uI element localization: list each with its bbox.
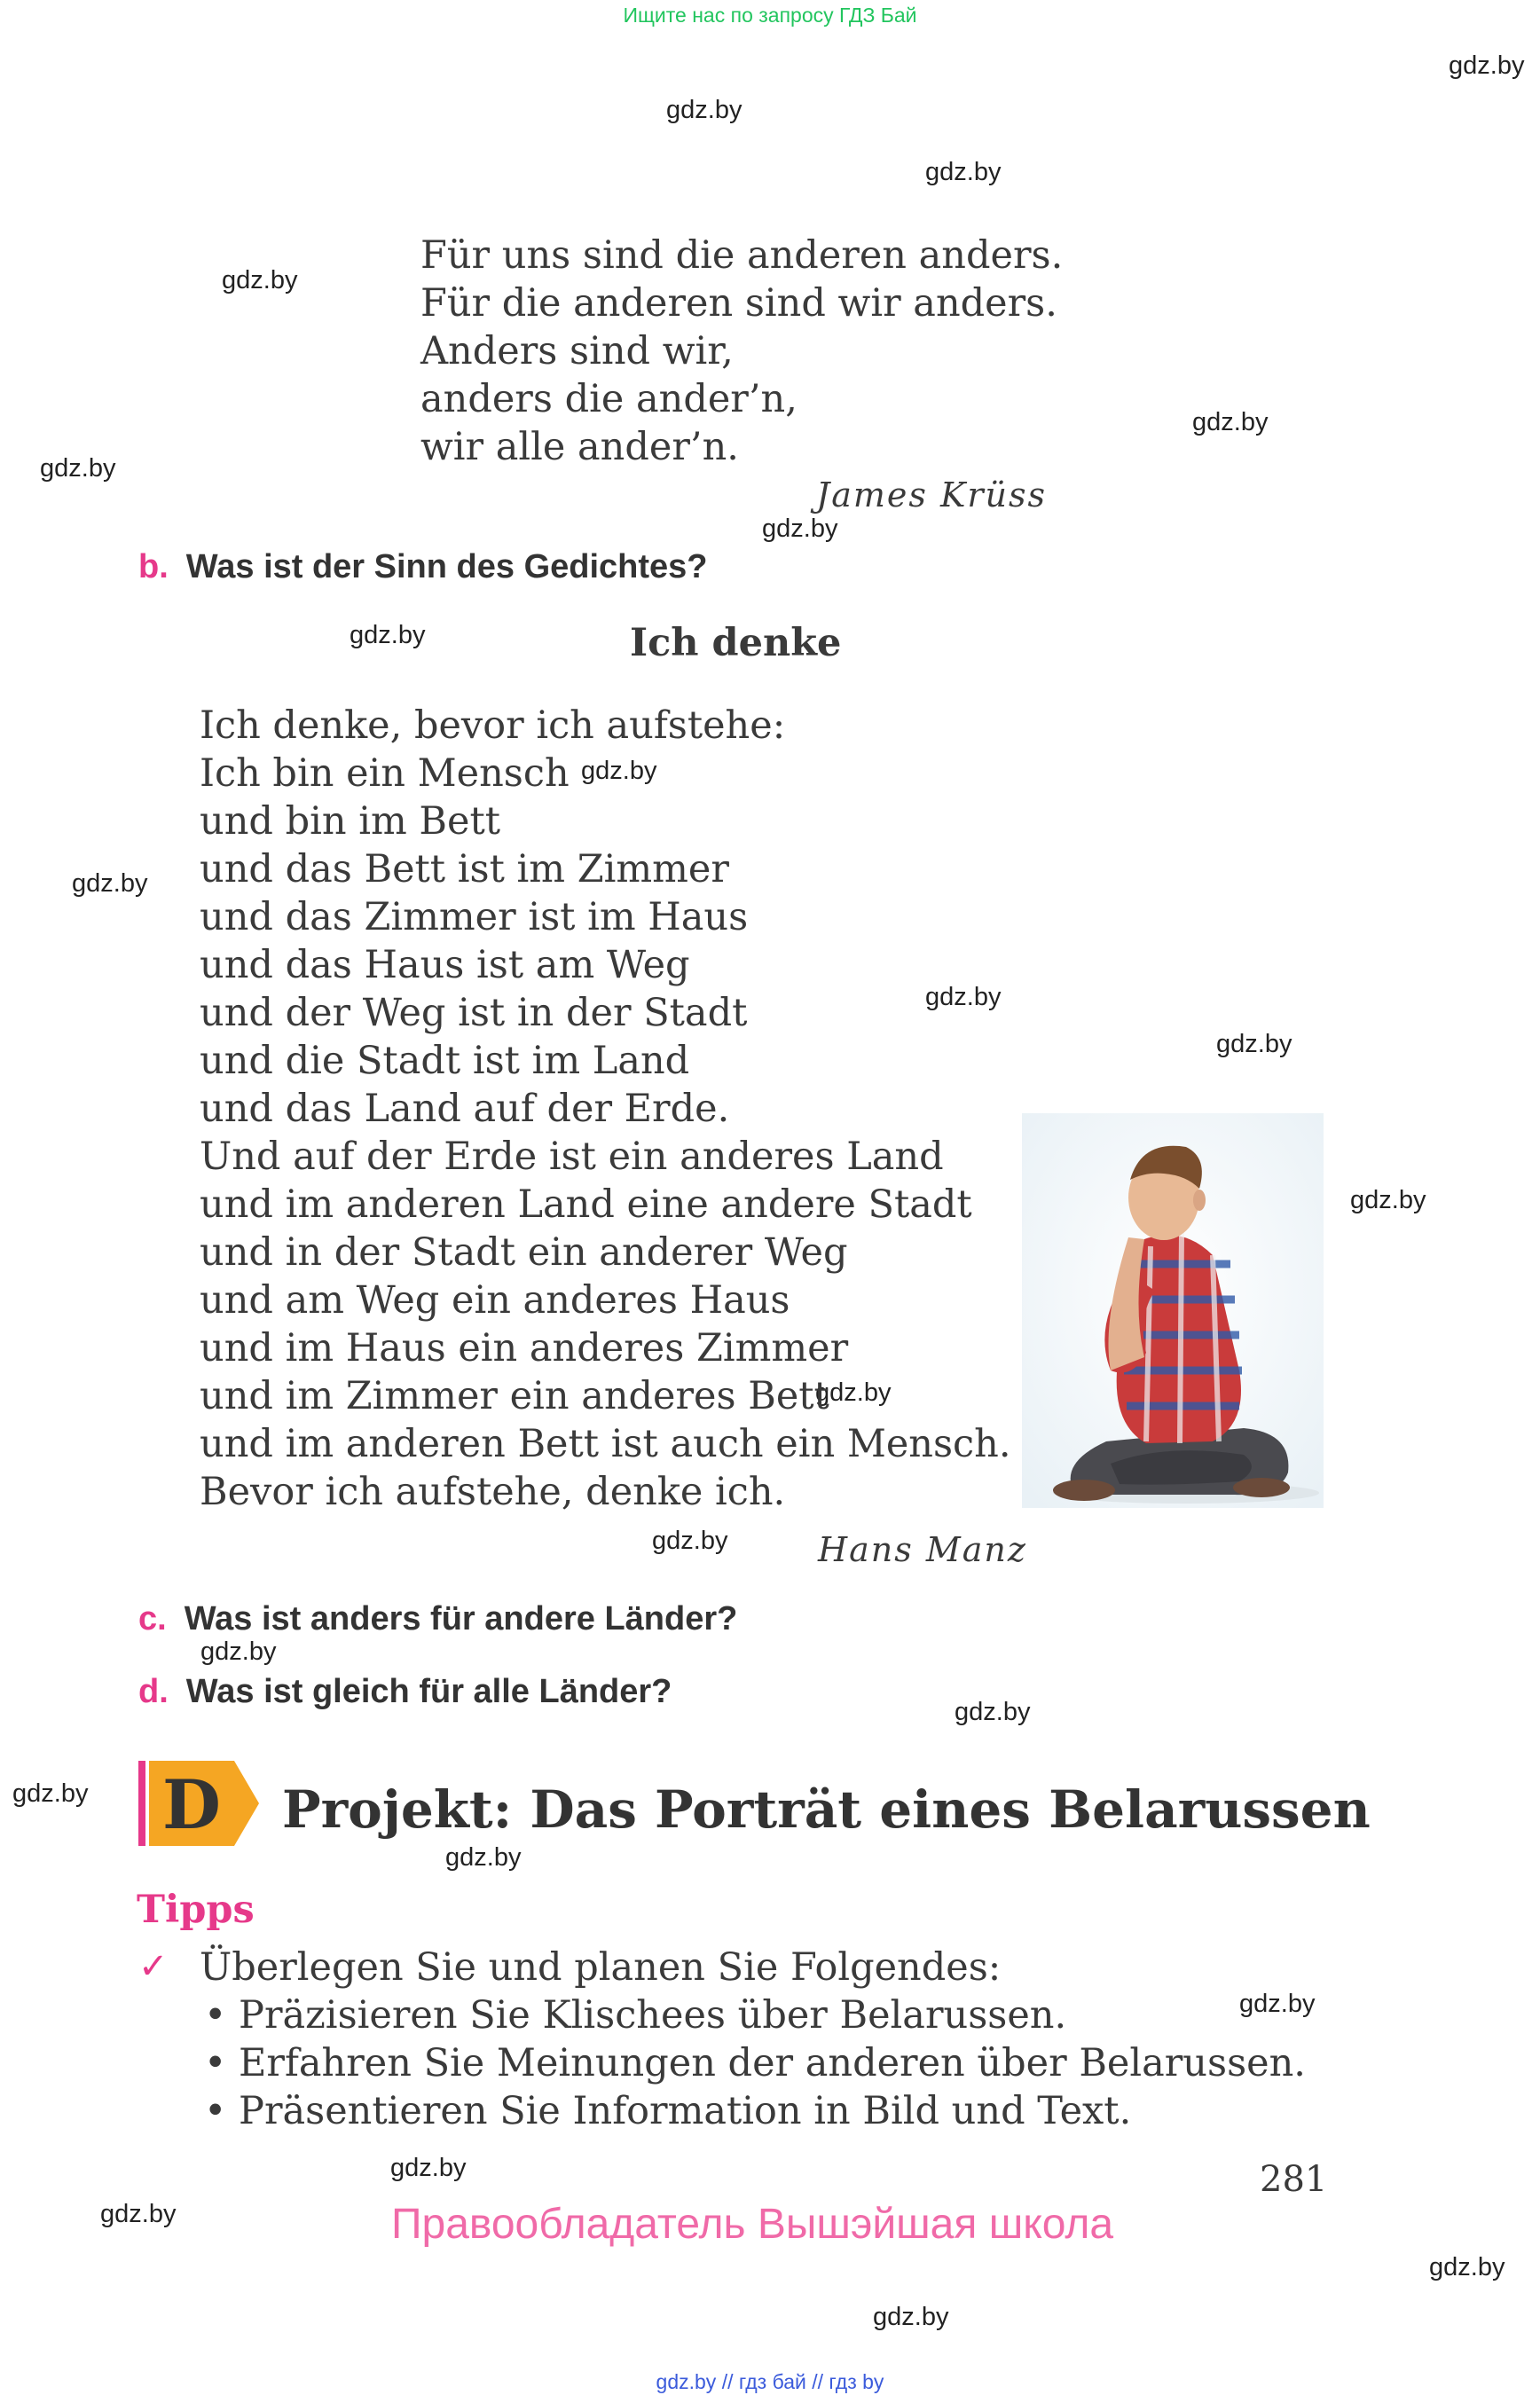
page-number: 281 — [1260, 2159, 1328, 2200]
footer-links[interactable]: gdz.by // гдз бай // гдз by — [656, 2370, 884, 2393]
poem-line: Bevor ich aufstehe, denke ich. — [200, 1470, 786, 1514]
poem-line: Anders sind wir, — [420, 329, 734, 373]
watermark: gdz.by — [652, 1527, 728, 1555]
watermark: gdz.by — [100, 2200, 177, 2228]
poem-line: und das Land auf der Erde. — [200, 1087, 730, 1131]
poem-line: und im anderen Land eine andere Stadt — [200, 1182, 972, 1227]
question-letter: b. — [138, 548, 169, 585]
thinking-boy-illustration — [1022, 1113, 1324, 1508]
question-text: Was ist anders für andere Länder? — [184, 1600, 738, 1637]
poem-line: Für die anderen sind wir anders. — [420, 281, 1057, 326]
tips-intro: Überlegen Sie und planen Sie Folgendes: — [200, 1945, 1002, 1990]
poem-ich-denke — [200, 702, 1011, 1516]
question-d — [138, 1673, 672, 1711]
watermark: gdz.by — [222, 266, 298, 294]
poem-line: und das Zimmer ist im Haus — [200, 895, 749, 939]
watermark: gdz.by — [1429, 2253, 1505, 2281]
tips-item: • Präsentieren Sie Information in Bild und Text. — [204, 2089, 1132, 2133]
poem-line: Ich denke, bevor ich aufstehe: — [200, 703, 786, 748]
poem-line: und in der Stadt ein anderer Weg — [200, 1230, 848, 1275]
question-letter: d. — [138, 1673, 169, 1710]
poem-line: und am Weg ein anderes Haus — [200, 1278, 790, 1323]
watermark: gdz.by — [581, 757, 657, 785]
question-letter: c. — [138, 1600, 167, 1637]
poem-line: und das Bett ist im Zimmer — [200, 847, 729, 891]
poem-line: anders die ander’n, — [420, 377, 798, 421]
section-badge-d — [138, 1761, 259, 1846]
poem-line: und im anderen Bett ist auch ein Mensch. — [200, 1422, 1011, 1466]
watermark: gdz.by — [72, 869, 148, 898]
watermark: gdz.by — [1216, 1030, 1292, 1058]
tips-item: • Erfahren Sie Meinungen der anderen über Belarussen. — [204, 2041, 1306, 2085]
watermark: gdz.by — [1350, 1186, 1426, 1214]
question-text: Was ist gleich für alle Länder? — [185, 1673, 672, 1710]
poem-line: Ich bin ein Mensch — [200, 751, 570, 796]
poem-line: Für uns sind die anderen anders. — [420, 233, 1064, 278]
checkmark-icon: ✓ — [138, 1946, 169, 1987]
watermark: gdz.by — [1449, 51, 1525, 80]
watermark: gdz.by — [762, 514, 838, 543]
question-b — [138, 548, 708, 586]
watermark: gdz.by — [1192, 408, 1269, 436]
poem-line: und der Weg ist in der Stadt — [200, 991, 748, 1035]
poem-author: James Krüss — [816, 475, 1048, 514]
watermark: gdz.by — [1239, 1990, 1316, 2018]
poem-line: und im Zimmer ein anderes Bett — [200, 1374, 829, 1418]
poem-krüss — [420, 232, 1063, 471]
poem-line: und bin im Bett — [200, 799, 501, 844]
watermark: gdz.by — [815, 1378, 892, 1407]
poem-line: und die Stadt ist im Land — [200, 1039, 690, 1083]
poem-line: Und auf der Erde ist ein anderes Land — [200, 1135, 944, 1179]
top-banner-link[interactable]: Ищите нас по запросу ГДЗ Бай — [623, 4, 917, 27]
section-title: Projekt: Das Porträt eines Belarussen — [282, 1779, 1371, 1840]
question-c — [138, 1600, 737, 1638]
question-text: Was ist der Sinn des Gedichtes? — [185, 548, 708, 585]
poem-title: Ich denke — [630, 621, 842, 665]
poem-line: wir alle ander’n. — [420, 425, 739, 469]
watermark: gdz.by — [666, 96, 742, 124]
watermark: gdz.by — [12, 1779, 89, 1808]
tips-heading: Tipps — [137, 1888, 255, 1932]
watermark: gdz.by — [40, 454, 116, 483]
copyright-holder: Правообладатель Вышэйшая школа — [391, 2201, 1114, 2248]
watermark: gdz.by — [873, 2303, 949, 2331]
badge-letter: D — [162, 1765, 221, 1844]
poem-line: und das Haus ist am Weg — [200, 943, 690, 987]
poem-line: und im Haus ein anderes Zimmer — [200, 1326, 849, 1370]
watermark: gdz.by — [390, 2154, 467, 2182]
watermark: gdz.by — [925, 983, 1002, 1011]
poem-author: Hans Manz — [818, 1530, 1027, 1569]
watermark: gdz.by — [200, 1637, 277, 1666]
tips-item: • Präzisieren Sie Klischees über Belarussen. — [204, 1993, 1067, 2038]
watermark: gdz.by — [350, 621, 426, 649]
watermark: gdz.by — [955, 1698, 1031, 1726]
watermark: gdz.by — [445, 1843, 522, 1872]
watermark: gdz.by — [925, 158, 1002, 186]
